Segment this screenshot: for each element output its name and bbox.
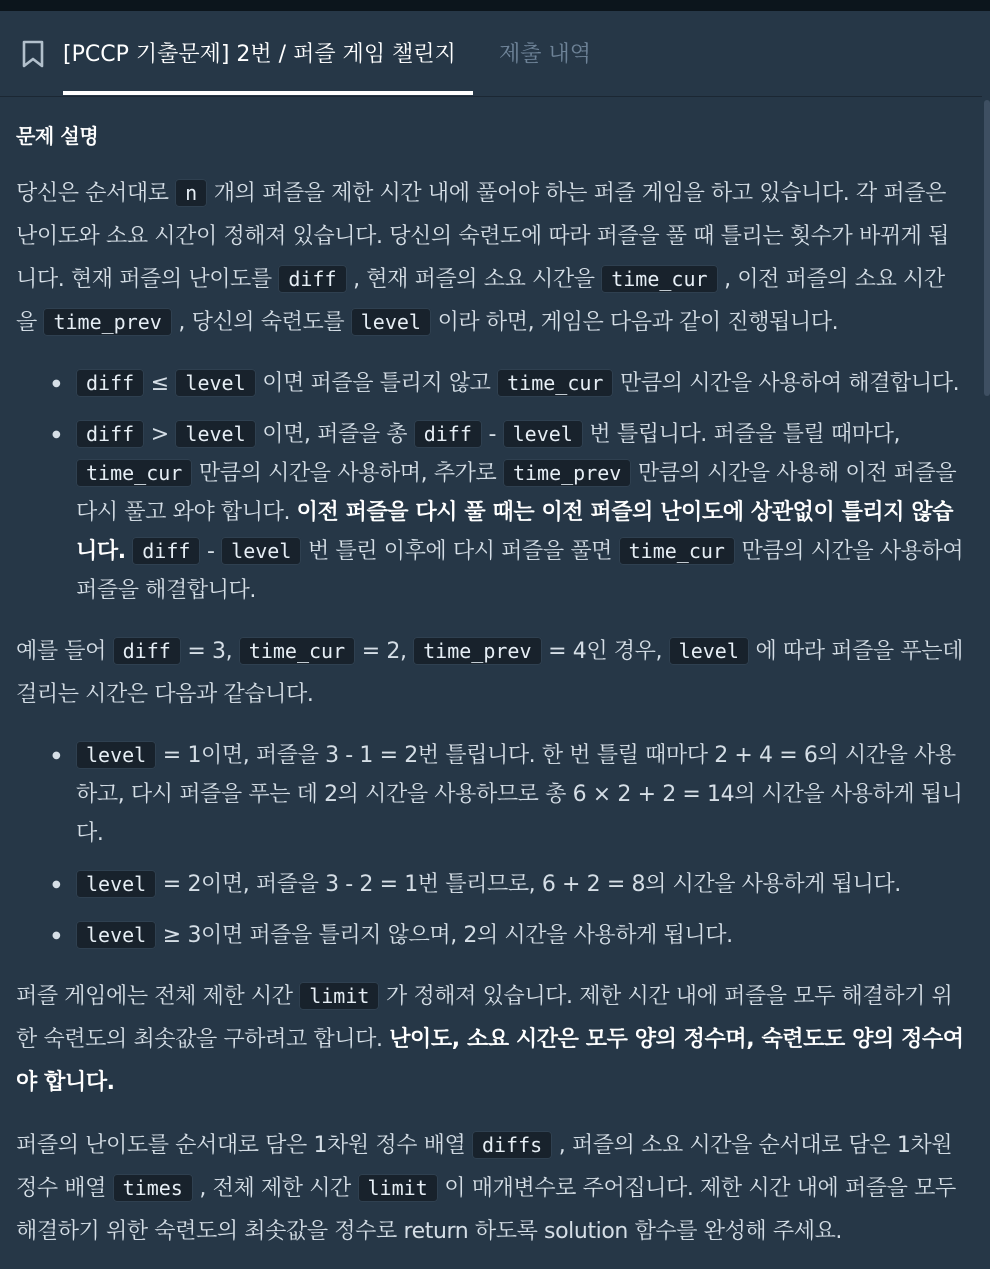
example-list [16,736,964,955]
section-title: 문제 설명 [16,124,99,148]
paragraph-intro: 당신은 순서대로 n 개의 퍼즐을 제한 시간 내에 풀어야 하는 퍼즐 게임을 하고 있습니다. 각 퍼즐은 난이도와 소요 시간이 정해져 있습니다. 당신의 숙련도에 따라 퍼즐을 풀 때 틀리는 횟수가 바뀌게 됩니다. 현재 퍼즐의 난이도를 diff , 현재 퍼즐의 소요 시간을 time_cur , 이전 퍼즐의 소요 시간을 time_prev , 당신의 숙련도를 level 이라 하면, 게임은 다음과 같이 진행됩니다. [16,181,949,335]
list-item: ● diff > level 이면, 퍼즐을 총 diff - level 번 틀립니다. 퍼즐을 틀릴 때마다, time_cur 만큼의 시간을 사용하며, 추가로 time_prev 만큼의 시간을 사용해 이전 퍼즐을 다시 풀고 와야 합니다. 이전 퍼즐을 다시 풀 때는 이전 퍼즐의 난이도에 상관없이 틀리지 않습니다. diff - level 번 틀린 이후에 다시 퍼즐을 풀면 time_cur 만큼의 시간을 사용하여 퍼즐을 해결합니다. [76,415,964,610]
code-level: level [351,308,431,336]
scrollbar-thumb[interactable] [984,100,990,396]
list-item: ● level = 2이면, 퍼즐을 3 - 2 = 1번 틀리므로, 6 + 2 = 8의 시간을 사용하게 됩니다. [76,865,964,904]
problem-description [16,96,964,1269]
bookmark-icon[interactable] [22,40,44,68]
rules-list [16,364,964,610]
list-item: ● level ≥ 3이면 퍼즐을 틀리지 않으며, 2의 시간을 사용하게 됩니다. [76,916,964,955]
active-tab-indicator [63,91,473,95]
code-time-prev: time_prev [43,308,171,336]
list-item: ● diff ≤ level 이면 퍼즐을 틀리지 않고 time_cur 만큼의 시간을 사용하여 해결합니다. [76,364,964,403]
code-n: n [175,179,207,207]
problem-header [0,11,990,97]
top-bar [0,0,990,11]
list-item: ● level = 1이면, 퍼즐을 3 - 1 = 2번 틀립니다. 한 번 틀릴 때마다 2 + 4 = 6의 시간을 사용하고, 다시 퍼즐을 푸는 데 2의 시간을 사용하므로 총 6 × 2 + 2 = 14의 시간을 사용하게 됩니다. [76,736,964,853]
tab-problem-title[interactable]: [PCCP 기출문제] 2번 / 퍼즐 게임 챌린지 [63,42,456,67]
paragraph-example: 예를 들어 diff = 3, time_cur = 2, time_prev = 4인 경우, level 에 따라 퍼즐을 푸는데 걸리는 시간은 다음과 같습니다. [16,639,963,707]
paragraph-limit: 퍼즐 게임에는 전체 제한 시간 limit 가 정해져 있습니다. 제한 시간 내에 퍼즐을 모두 해결하기 위한 숙련도의 최솟값을 구하려고 합니다. 난이도, 소요 시간은 모두 양의 정수며, 숙련도도 양의 정수여야 합니다. [16,984,964,1095]
paragraph-params: 퍼즐의 난이도를 순서대로 담은 1차원 정수 배열 diffs , 퍼즐의 소요 시간을 순서대로 담은 1차원 정수 배열 times , 전체 제한 시간 limit 이 매개변수로 주어집니다. 제한 시간 내에 퍼즐을 모두 해결하기 위한 숙련도의 최솟값을 정수로 return 하도록 solution 함수를 완성해 주세요. [16,1133,956,1244]
tab-submissions[interactable]: 제출 내역 [499,42,592,67]
code-diff: diff [278,265,346,293]
code-time-cur: time_cur [601,265,717,293]
